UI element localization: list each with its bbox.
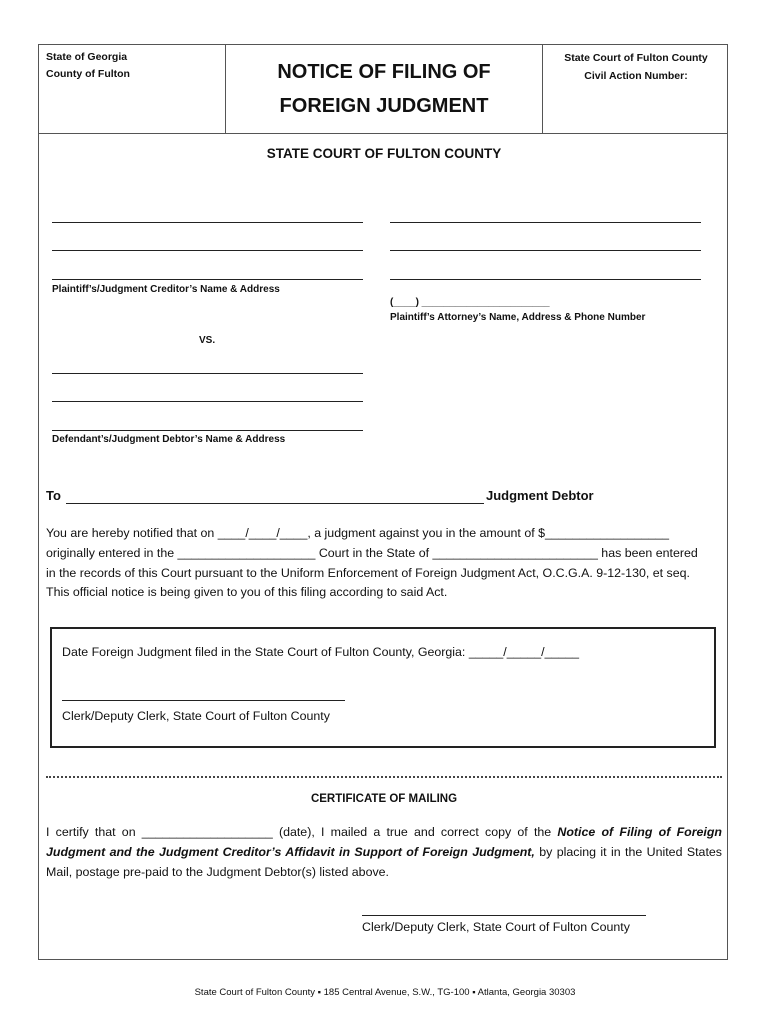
- defendant-caption: Defendant’s/Judgment Debtor’s Name & Address: [52, 434, 286, 445]
- to-name-line[interactable]: [66, 503, 484, 504]
- title-line-1: NOTICE OF FILING OF: [277, 61, 491, 83]
- court-name-right: State Court of Fulton County: [564, 52, 708, 64]
- box-clerk-caption: Clerk/Deputy Clerk, State Court of Fulton County: [62, 709, 330, 723]
- judgment-debtor-label: Judgment Debtor: [486, 488, 594, 503]
- notice-line-1: You are hereby notified that on ____/____/____, a judgment against you in the amount of $__________________: [46, 526, 670, 540]
- header-right: [543, 49, 729, 85]
- filing-date-box: [50, 627, 716, 748]
- to-label: To: [46, 488, 61, 503]
- header-bottom-rule: [39, 133, 727, 134]
- section-separator: [46, 776, 722, 778]
- plaintiff-line-3[interactable]: [52, 279, 363, 280]
- defendant-line-2[interactable]: [52, 401, 363, 402]
- date-filed-text[interactable]: Date Foreign Judgment filed in the State Court of Fulton County, Georgia: _____/_____/_____: [62, 645, 580, 659]
- attorney-line-3[interactable]: [390, 279, 701, 280]
- certificate-signature-line[interactable]: [362, 915, 646, 916]
- notice-line-4: This official notice is being given to you of this filing according to said Act.: [46, 585, 448, 600]
- header-left: [46, 49, 130, 83]
- certificate-italic-text: Notice of Filing of Foreign Judgment and the Judgment Creditor’s Affidavit in Support of Foreign Judgment,: [46, 825, 722, 859]
- certificate-text-1: I certify that on ___________________ (date), I mailed a true and correct copy of the: [46, 825, 558, 839]
- certificate-title: CERTIFICATE OF MAILING: [310, 793, 458, 805]
- plaintiff-line-2[interactable]: [52, 250, 363, 251]
- certificate-text-2: by placing it in the United States Mail, postage pre-paid to the Judgment Debtor(s) listed above.: [46, 845, 722, 879]
- clerk-signature-line[interactable]: [62, 700, 345, 701]
- civil-action-label: Civil Action Number:: [584, 70, 688, 82]
- notice-line-2: originally entered in the ____________________ Court in the State of ________________________ has been entered: [46, 545, 698, 560]
- document-title: [226, 55, 542, 123]
- notice-line-3: in the records of this Court pursuant to the Uniform Enforcement of Foreign Judgment Act, O.C.G.A. 9-12-130, et seq.: [46, 565, 690, 580]
- defendant-line-1[interactable]: [52, 373, 363, 374]
- title-line-2: FOREIGN JUDGMENT: [279, 95, 489, 117]
- attorney-caption: Plaintiff’s Attorney’s Name, Address & Phone Number: [390, 312, 646, 323]
- attorney-line-1[interactable]: [390, 222, 701, 223]
- notice-paragraph: [46, 524, 726, 603]
- certificate-clerk-caption: Clerk/Deputy Clerk, State Court of Fulton County: [362, 920, 630, 934]
- state-label: State of Georgia: [46, 51, 128, 63]
- attorney-phone-field[interactable]: (____) _______________________: [390, 297, 550, 308]
- certificate-paragraph: [46, 822, 722, 882]
- court-title: STATE COURT OF FULTON COUNTY: [266, 146, 502, 161]
- county-label: County of Fulton: [46, 68, 130, 80]
- plaintiff-caption: Plaintiff’s/Judgment Creditor’s Name & Address: [52, 284, 280, 295]
- defendant-line-3[interactable]: [52, 430, 363, 431]
- versus-label: VS.: [199, 335, 216, 346]
- attorney-line-2[interactable]: [390, 250, 701, 251]
- form-border: [38, 44, 728, 960]
- plaintiff-line-1[interactable]: [52, 222, 363, 223]
- footer-address: State Court of Fulton County ▪ 185 Central Avenue, S.W., TG-100 ▪ Atlanta, Georgia 30303: [194, 987, 576, 998]
